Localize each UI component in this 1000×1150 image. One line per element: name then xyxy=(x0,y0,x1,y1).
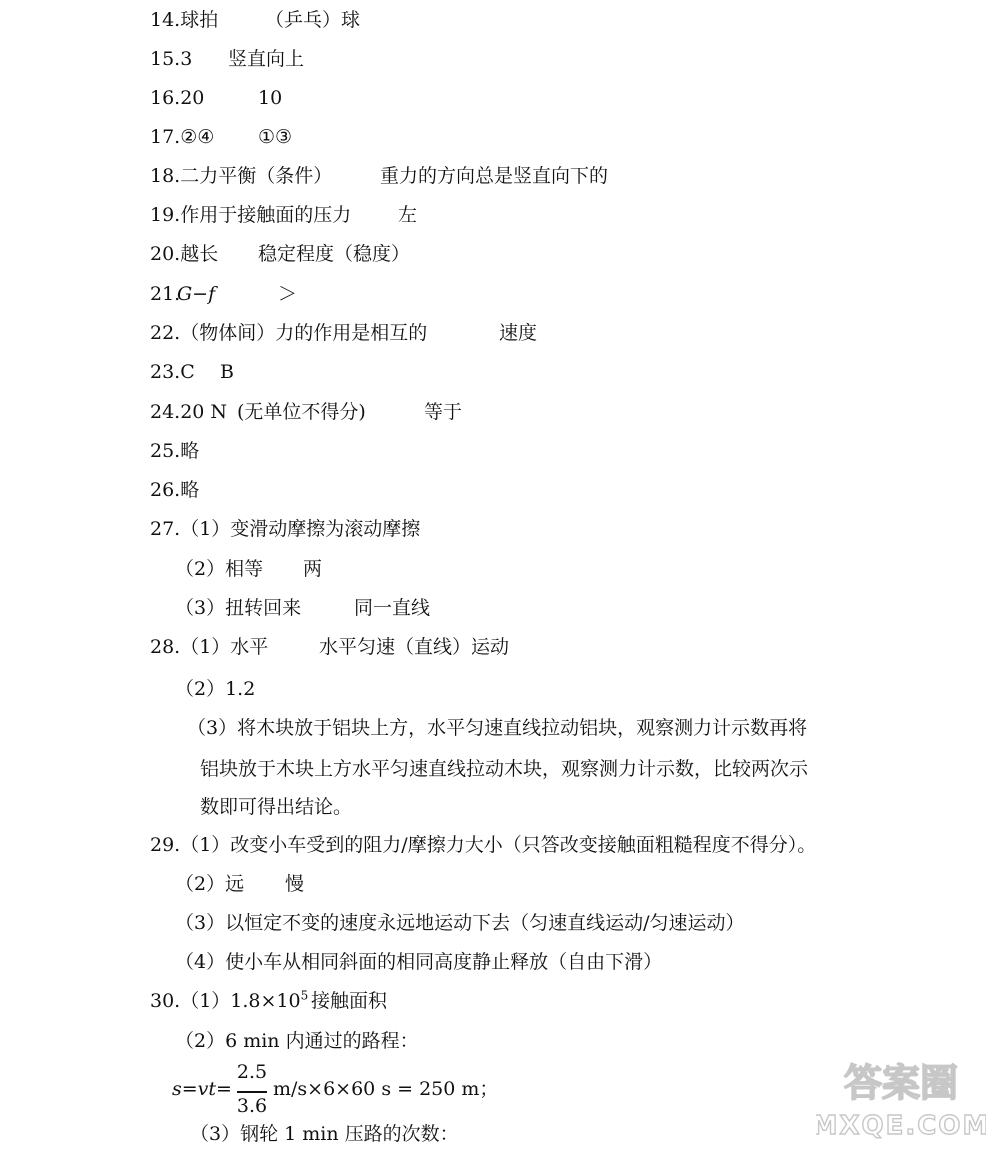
answer-text: 竖直向上 xyxy=(228,48,305,70)
formula-text: m/s×6×60 s = 250 m； xyxy=(273,1078,499,1100)
watermark-logo xyxy=(816,1054,986,1142)
answer-text: （2）远 xyxy=(175,873,245,895)
answer-text xyxy=(150,985,308,1017)
answer-text: 等于 xyxy=(424,401,463,423)
answer-number-text: 21. xyxy=(150,283,181,305)
answer-text: 速度 xyxy=(499,322,538,344)
answer-text: 铝块放于木块上方水平匀速直线拉动木块，观察测力计示数，比较两次示 xyxy=(200,758,809,780)
answer-text: 29.（1）改变小车受到的阻力/摩擦力大小（只答改变接触面粗糙程度不得分）。 xyxy=(150,834,817,856)
answer-text: （4）使小车从相同斜面的相同高度静止释放（自由下滑） xyxy=(175,951,663,973)
fraction xyxy=(236,1058,268,1122)
answer-number-text: 14.球拍 xyxy=(150,9,219,31)
answer-number-text: 18.二力平衡（条件） xyxy=(150,165,333,187)
watermark-bottom-text: MXQE.COM xyxy=(816,1111,986,1141)
note-text: (无单位不得分) xyxy=(237,401,366,423)
answer-text: （2）6 min 内通过的路程： xyxy=(175,1030,419,1052)
answer-text: 27.（1）变滑动摩擦为滚动摩擦 xyxy=(150,518,421,540)
answer-text: B xyxy=(220,361,234,383)
formula-text: G−f xyxy=(177,283,216,305)
fraction-denominator: 3.6 xyxy=(236,1095,268,1117)
answer-text: （3）以恒定不变的速度永远地运动下去（匀速直线运动/匀速运动） xyxy=(175,912,745,934)
answer-number-text: 23.C xyxy=(150,361,195,383)
answer-text: ①③ xyxy=(258,126,293,148)
answer-text: （乒乓）球 xyxy=(265,9,361,31)
answer-text: （3）将木块放于铝块上方，水平匀速直线拉动铝块，观察测力计示数再将 xyxy=(187,717,808,739)
answer-text: 重力的方向总是竖直向下的 xyxy=(380,165,609,187)
answer-number-text: 24.20 N xyxy=(150,401,228,423)
answer-number-text: 16.20 xyxy=(150,87,205,109)
answer-text: （3）扭转回来 xyxy=(175,597,302,619)
answer-number-text: 17.②④ xyxy=(150,126,215,148)
answer-text: 10 xyxy=(258,87,283,109)
answer-text: 两 xyxy=(303,558,323,580)
answer-text: 左 xyxy=(398,204,418,226)
watermark-graphic xyxy=(816,1054,986,1142)
answer-text: （2）1.2 xyxy=(175,678,256,700)
answer-number-text: 15.3 xyxy=(150,48,193,70)
answer-number-text: 25.略 xyxy=(150,440,200,462)
answer-text: 数即可得出结论。 xyxy=(200,796,353,818)
formula-text: s=vt= xyxy=(172,1078,232,1100)
watermark-top-text: 答案圈 xyxy=(843,1061,959,1105)
answer-text: 慢 xyxy=(285,873,305,895)
fraction-numerator: 2.5 xyxy=(236,1061,268,1083)
answer-text: ＞ xyxy=(278,283,298,305)
exponent-text: 5 xyxy=(300,988,309,1003)
answer-text: 同一直线 xyxy=(354,597,431,619)
answer-text: （3）钢轮 1 min 压路的次数： xyxy=(190,1123,459,1145)
answer-number-text: 22.（物体间）力的作用是相互的 xyxy=(150,322,428,344)
answer-text: 28.（1）水平 xyxy=(150,636,269,658)
answer-text: 接触面积 xyxy=(311,990,388,1012)
answer-value-text: 30.（1）1.8×10 xyxy=(150,990,301,1012)
answer-number-text: 26.略 xyxy=(150,479,200,501)
answer-number-text: 20.越长 xyxy=(150,243,219,265)
answer-number-text: 19.作用于接触面的压力 xyxy=(150,204,352,226)
answer-text: （2）相等 xyxy=(175,558,264,580)
answer-text: 水平匀速（直线）运动 xyxy=(319,636,510,658)
answer-text: 稳定程度（稳度） xyxy=(258,243,411,265)
